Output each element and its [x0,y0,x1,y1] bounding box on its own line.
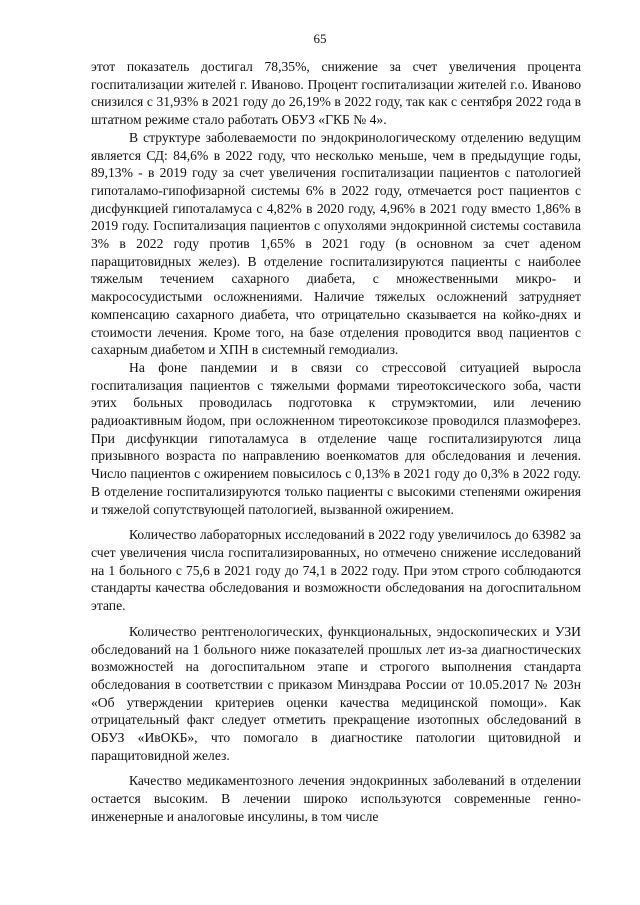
paragraph-morbidity-structure: В структуре заболеваемости по эндокринологическому отделению ведущим является СД: 84,6% в 2022 году, что несколько меньше, чем в предыдущие годы, 89,13% - в 2019 году за счет увеличения госпитализации пациентов с патологией гипоталамо-гипофизарной системы 6% в 2022 году, отмечается рост пациентов с дисфункцией гипоталамуса с 4,82% в 2020 году, 4,96% в 2021 году вместо 1,86% в 2019 году. Госпитализация пациентов с опухолями эндокринной системы составила 3% в 2022 году против 1,65% в 2021 году (в основном за счет аденом паращитовидных желез). В отделение госпитализируются пациенты с наиболее тяжелым течением сахарного диабета, с множественными микро- и макрососудистыми осложнениями. Наличие тяжелых осложнений затрудняет компенсацию сахарного диабета, что отрицательно сказывается на койко-днях и стоимости лечения. Кроме того, на базе отделения проводится ввод пациентов с сахарным диабетом и ХПН в системный гемодиализ. [91,129,581,358]
document-body [91,58,581,826]
page-number: 65 [313,31,327,46]
paragraph-medication-quality: Качество медикаментозного лечения эндокринных заболеваний в отделении остается высоким. В лечении широко используются современные генно-инженерные и аналоговые инсулины, в том числе [91,773,581,824]
paragraph-laboratory-tests: Количество лабораторных исследований в 2022 году увеличилось до 63982 за счет увеличения числа госпитализированных, но отмечено снижение исследований на 1 больного с 75,6 в 2021 году до 74,1 в 2022 году. При этом строго соблюдаются стандарты качества обследования и возможности обследования на догоспитальном этапе. [91,527,581,614]
paragraph-pandemic-hospitalization: На фоне пандемии и в связи со стрессовой ситуацией выросла госпитализация пациентов с тяжелыми формами тиреотоксического зоба, части этих больных проводилась подготовка к струмэктомии, или лечению радиоактивным йодом, при осложненном тиреотоксикозе проводился плазмоферез. При дисфункции гипоталамуса в отделение чаще госпитализируются лица призывного возраста по направлению военкоматов для обследования и лечения. Число пациентов с ожирением повысилось с 0,13% в 2021 году до 0,3% в 2022 году. В отделение госпитализируются только пациенты с высокими степенями ожирения и тяжелой сопутствующей патологией, вызванной ожирением. [91,359,581,517]
paragraph-diagnostic-tests: Количество рентгенологических, функциональных, эндоскопических и УЗИ обследований на 1 больного ниже показателей прошлых лет из-за диагностических возможностей на догоспитальном этапе и строгого выполнения стандарта обследования в соответствии с приказом Минздрава России от 10.05.2017 № 203н «Об утверждении критериев оценки качества медицинской помощи». Как отрицательный факт следует отметить прекращение изотопных обследований в ОБУЗ «ИвОКБ», что помогало в диагностике патологии щитовидной и паращитовидной желез. [91,623,581,763]
paragraph-continuation: этот показатель достигал 78,35%, снижение за счет увеличения процента госпитализации жителей г. Иваново. Процент госпитализации жителей г.о. Иваново снизился с 31,93% в 2021 году до 26,19% в 2022 году, так как с сентября 2022 года в штатном режиме стало работать ОБУЗ «ГКБ № 4». [91,59,581,128]
